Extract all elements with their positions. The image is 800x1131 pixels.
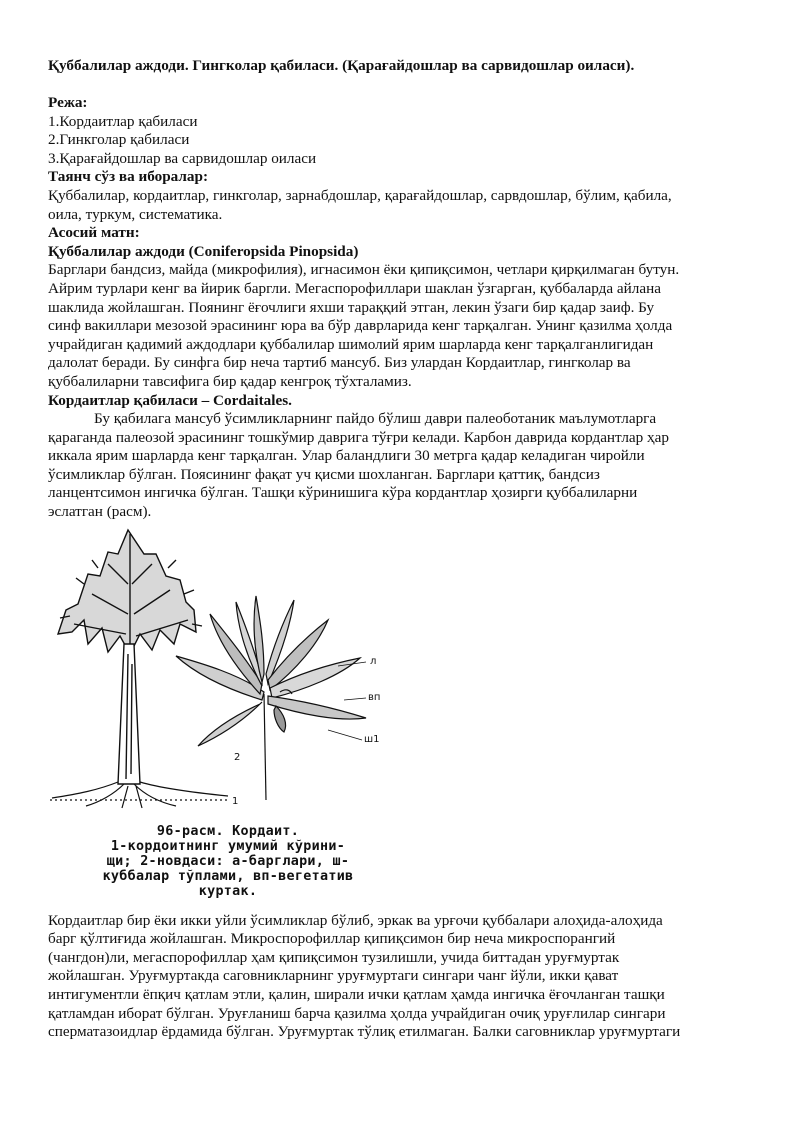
text-line: Айрим турлари кенг ва йирик баргли. Мегаспорофиллари шаклан ўзгарган, қуббаларда айлана: [48, 279, 661, 297]
text-line: қуббалиларни тавсифига бир қадар кенгроқ тўхталамиз.: [48, 372, 412, 390]
tree-trunk: [118, 644, 140, 784]
figure-label-vp: вп: [368, 691, 381, 703]
keywords-text: [48, 187, 738, 224]
caption-line: 96-расм. Кордаит.: [156, 823, 300, 839]
document-title: Қуббалилар аждоди. Гингколар қабиласи. (Қарағайдошлар ва сарвидошлар оиласи).: [48, 57, 635, 74]
section2-heading: Кордаитлар қабиласи – Cordaitales.: [48, 391, 292, 409]
text-line: синф вакиллари мезозой эрасининг юра ва бўр даврларида кенг тарқалган. Унинг қазилма ҳолда: [48, 317, 673, 335]
document-page: [48, 56, 738, 1042]
plan-item: 3.Қарағайдошлар ва сарвидошлар оиласи: [48, 149, 317, 167]
text-line: қатламдан иборат бўлган. Уруғланиш барча қазилма ҳолда учрайдиган очиқ уруғлилар сингари: [48, 1004, 666, 1022]
keywords-heading: Таянч сўз ва иборалар:: [48, 168, 209, 186]
text-line: Кордаитлар бир ёки икки уйли ўсимликлар бўлиб, эркак ва урғочи қуббалари алоҳида-алоҳида: [48, 911, 663, 929]
plan-heading: Режа:: [48, 94, 88, 111]
text-line: жойлашган. Уруғмуртакда саговникларнинг уруғмуртаги сингари чанг йўли, икки қават: [48, 967, 619, 985]
text-line: ланцентсимон ингичка бўлган. Ташқи кўринишига кўра кордантлар ҳозирги қуббалиларни: [48, 484, 638, 502]
text-line: сперматазоидлар ёрдамида бўлган. Уруғмуртак тўлиқ етилмаган. Балки саговниклар уруғмуртаги: [48, 1023, 681, 1041]
text-line: эслатган (расм).: [48, 503, 152, 521]
cordaite-figure: [48, 524, 738, 912]
figure-label-1: 1: [232, 795, 239, 807]
text-line: (чангдон)ли, мегаспорофиллар ҳам қипиқсимон тузилишли, учида биттадан уруғмуртак: [48, 948, 620, 966]
text-line: шаклида жойлашган. Поянинг ёғочлиги яхши тараққий этган, лекин ўзаги бир қадар заиф. Бу: [48, 298, 655, 316]
plan-item: 1.Кордаитлар қабиласи: [48, 112, 198, 130]
text-line: барг қўлтиғида жойлашган. Микроспорофиллар қипиқсимон бир неча микроспорангий: [48, 930, 616, 948]
section1-text: [48, 261, 738, 391]
text-line: далолат беради. Бу синфга бир неча тартиб мансуб. Биз улардан Кордаитлар, гингколар ва: [48, 354, 631, 372]
text-line: иккала ярим шарларда кенг тарқалган. Улар баландлиги 30 метрга қадар келадиган чиройли: [48, 447, 645, 465]
figure-label-2: 2: [234, 751, 241, 763]
section3-text: [48, 912, 738, 1042]
text-line: Барглари бандсиз, майда (микрофилия), игнасимон ёки қипиқсимон, четлари қирқилмаган бутун.: [48, 261, 680, 279]
text-line: интигументли ёпқич қатлам этли, қалин, ширали ички қатлам ҳамда ингичка ёғочланган ташқи: [48, 986, 665, 1004]
text-line: ўсимликлар бўлган. Поясининг фақат уч қисми шохланган. Барглари қаттиқ, бандсиз: [48, 465, 600, 483]
text-line: оила, туркум, систематика.: [48, 205, 223, 223]
text-line: Қуббалилар, кордаитлар, гинкголар, зарнабдошлар, қарағайдошлар, сарвдошлар, бўлим, қабила,: [48, 186, 672, 204]
text-line: учрайдиган қадимий аждодлари қуббалилар шимолий ярим шарларда кенг тарқалганлигидан: [48, 335, 654, 353]
tree-roots: [50, 782, 228, 808]
caption-line: 1-кордоитнинг умумий кўрини-: [110, 838, 346, 854]
main-heading: Асосий матн:: [48, 224, 140, 242]
caption-line: куртак.: [198, 883, 258, 899]
figure-caption: [48, 824, 408, 899]
text-line: қараганда палеозой эрасининг тошкўмир даврига тўғри келади. Карбон даврида кордантлар ҳар: [48, 428, 669, 446]
section1-heading: Қуббалилар аждоди (Coniferopsida Pinopsida): [48, 242, 359, 260]
text-line: Бу қабилага мансуб ўсимликларнинг пайдо бўлиш даври палеоботаник маълумотларга: [94, 410, 657, 428]
figure-label-l: л: [370, 655, 377, 667]
cordaite-illustration: [48, 524, 408, 824]
plan-item: 2.Гинкголар қабиласи: [48, 131, 190, 149]
tree-crown: [58, 530, 202, 654]
section2-text: [48, 410, 738, 522]
cordaite-branch: [176, 596, 366, 800]
caption-line: щи; 2-новдаси: а-барглари, ш-: [106, 853, 350, 869]
caption-line: куббалар тўплами, вп-вегетатив: [102, 868, 354, 884]
figure-label-sh1: ш1: [364, 733, 380, 745]
